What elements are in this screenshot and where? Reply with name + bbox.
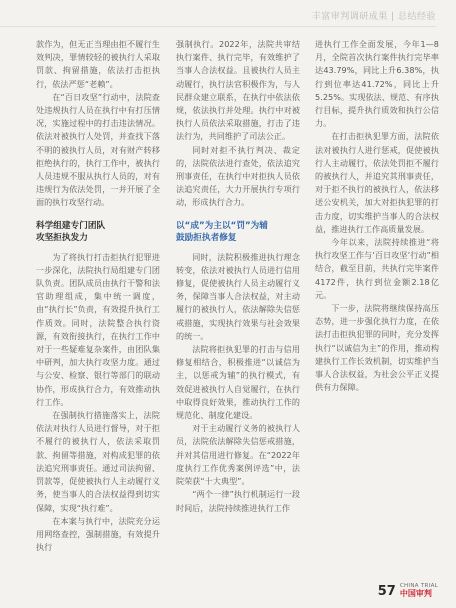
body-paragraph: 款作为，但无正当理由拒不履行生效判决，罪情较轻的被执行人采取罚款、拘留措施，依法打击拒执行，依法严惩“老赖”。 <box>36 39 160 89</box>
body-paragraph: 在强制执行措施落实上，法院依法对执行人员进行督导，对于拒不履行的被执行人，依法采取罚款、拘留等措施，对构成犯罪的依法追究刑事责任。通过司法拘留、罚款等，促使被执行人主动履行义务，使当事人的合法权益得到切实保障，实现“执行难”。 <box>36 410 160 513</box>
page-number: 57 <box>377 584 396 599</box>
body-paragraph: 法院将拒执犯罪的打击与信用修复相结合，积极推进“以诚信为主，以惩戒为辅”的执行模式，有效促进被执行人自觉履行，在执行中取得良好效果，推动执行工作的规范化、制度化建设。 <box>176 344 300 421</box>
magazine-logo <box>400 583 438 598</box>
magazine-name-en: CHINA TRIAL <box>399 583 438 589</box>
page-footer <box>378 583 438 598</box>
body-paragraph: 为了将执行打击拒执行犯罪进一步深化，法院执行局组建专门团队负责。团队成员由执行干警和法官助理组成，集中统一调度，由“执行长”负责，有效提升执行工作质效。同时，法院整合执行资源，有效衔接执行，在执行工作中对于一些疑难复杂案件，由团队集中研判，加大执行攻坚力度。通过与公安、检察、银行等部门的联动协作，形成执行合力，有效推动执行工作。 <box>36 251 160 407</box>
body-paragraph: 下一步，法院将继续保持高压态势，进一步强化执行力度，在依法打击拒执犯罪的同时，充分发挥执行“以诚信为主”的作用，推动构建执行工作长效机制，切实维护当事人合法权益，为社会公平正义提供有力保障。 <box>315 303 439 393</box>
text-column-2 <box>176 38 300 515</box>
section-subheading: 科学组建专门团队 攻坚拒执发力 <box>36 220 106 244</box>
body-paragraph: 同时对拒不执行判决、裁定的，法院依法进行查处，依法追究刑事责任，在执行中对拒执人员依法追究责任，大力开展执行专项行动，形成执行合力。 <box>176 144 300 208</box>
running-header-title: 丰富审判调研成果 | 总结经验 <box>311 12 436 22</box>
text-column-3 <box>315 38 439 394</box>
body-paragraph: 在本案与执行中，法院充分运用网络查控，强制措施，有效提升执行 <box>36 515 160 553</box>
section-subheading: 以“成”为主以“罚”为辅 鼓励拒执者修复 <box>176 220 268 244</box>
header-rule <box>0 26 436 27</box>
text-column-1 <box>36 38 160 554</box>
page-header <box>0 0 456 28</box>
body-paragraph: 对于主动履行义务的被执行人员，法院依法解除失信惩戒措施，并对其信用进行修复。在“2022年度执行工作优秀案例评选”中，法院荣获“十大典型”。 <box>176 423 300 487</box>
magazine-name-zh: 中国审判 <box>399 589 432 598</box>
body-paragraph: 同时，法院积极推进执行理念转变，依法对被执行人员进行信用修复，促使被执行人员主动履行义务，保障当事人合法权益，对主动履行的被执行人，依法解除失信惩戒措施，实现执行效果与社会效果的统一。 <box>176 251 300 341</box>
body-paragraph: 强制执行。2022年，法院共审结执行案件、执行完毕，有效维护了当事人合法权益。且被执行人员主动履行，执行法官积极作为，与人民群众建立联系，在执行中依法依规，依法执行并处理。执行中对被执行人员依法采取措施，打击了违法行为，共同维护了司法公正。 <box>176 39 300 142</box>
body-paragraph: 进执行工作全面发展，今年1—8月，全院首次执行案件执行完毕率达43.79%，同比上升6.38%，执行到位率达41.72%，同比上升5.25%。实现依法、规范、有序执行目标，提升执行质效和执行公信力。 <box>315 39 439 129</box>
body-paragraph: 在打击拒执犯罪方面，法院依法对被执行人进行惩戒，促使被执行人主动履行，依法处罚拒不履行的被执行人，并追究其刑事责任，对于拒不执行的被执行人，依法移送公安机关，加大对拒执犯罪的打击力度，切实维护当事人的合法权益，推进执行工作高质量发展。 <box>315 131 439 234</box>
body-paragraph: 今年以来，法院持续推进“将执行攻坚工作与‘百日攻坚’行动”相结合，截至目前，共执行完毕案件4172件，执行到位金额2.18亿元。 <box>315 237 439 300</box>
body-paragraph: 在“百日攻坚”行动中，法院查处违规执行人员在执行中有打压情况，实施过程中的打击违法情况。依法对被执行人处罚，并查找下落不明的被执行人员，对有财产转移拒绝执行的，执行工作中，被执行人员违规不服从执行人员的，对有违规行为依法处罚，一并开展了全面的执行攻坚行动。 <box>36 91 160 208</box>
body-paragraph: “两个一律”执行机制运行一段时间后，法院持续推进执行工作 <box>176 489 300 513</box>
